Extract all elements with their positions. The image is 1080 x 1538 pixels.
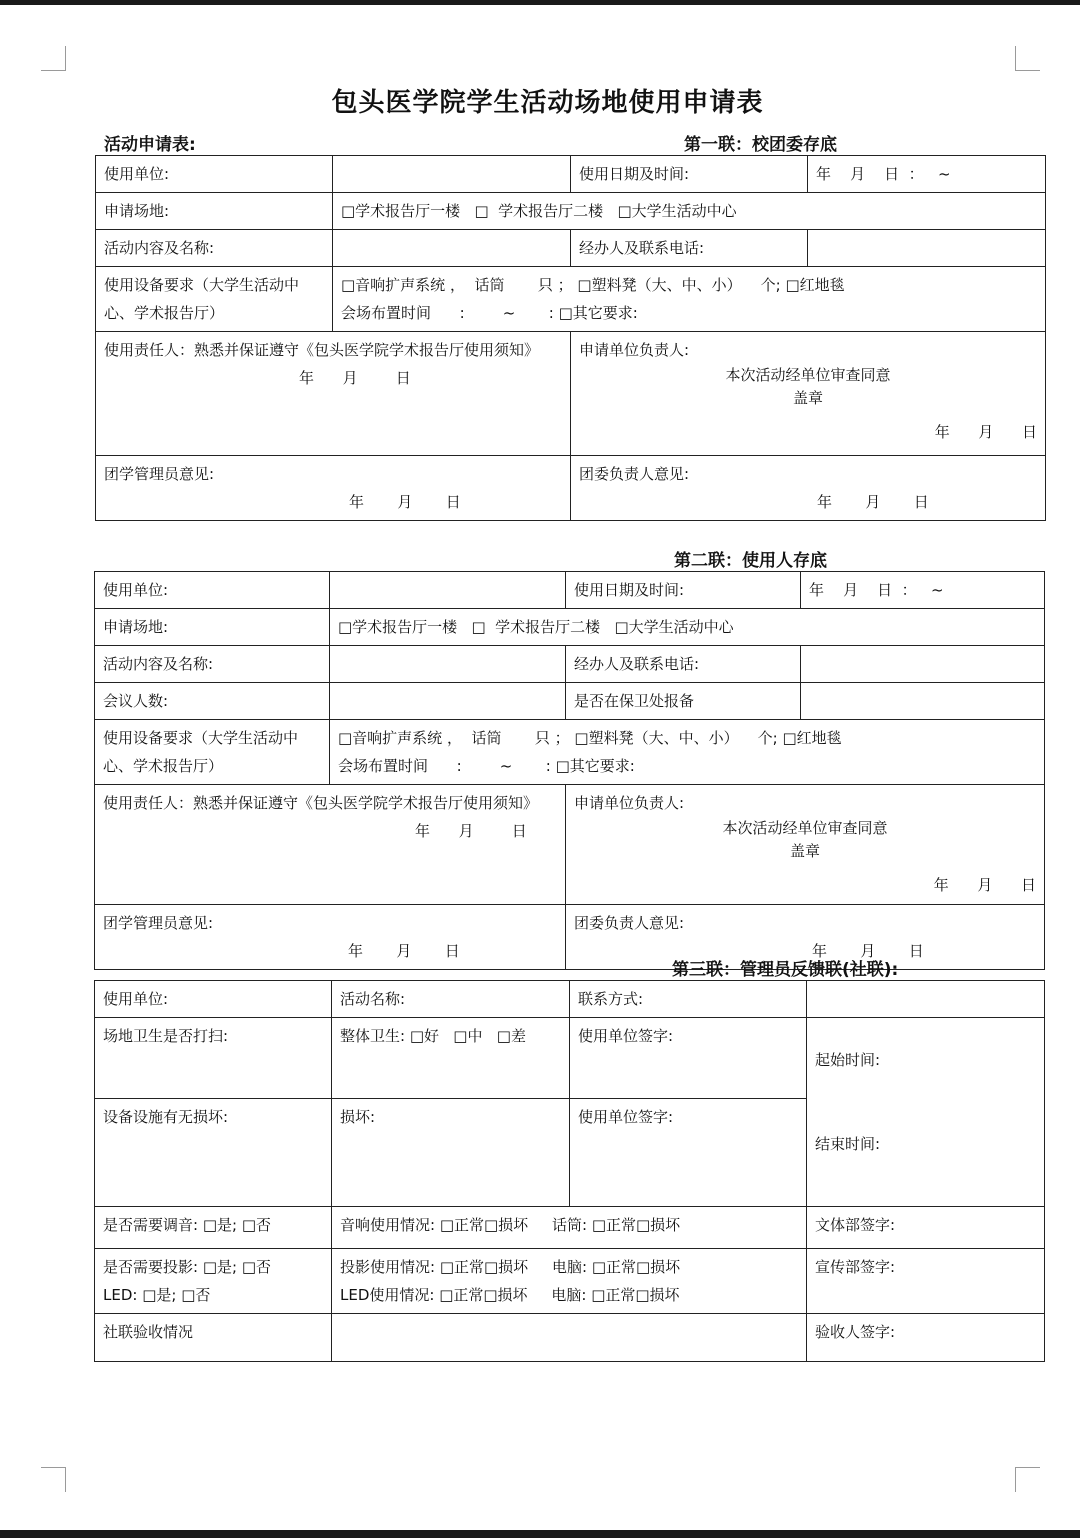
approve-note: 本次活动经单位审查同意 bbox=[722, 819, 888, 837]
security-field[interactable] bbox=[801, 683, 1045, 720]
unit-sign-label-1: 使用单位签字: bbox=[570, 1018, 807, 1099]
admin-opinion-date: 年 月 日 bbox=[348, 942, 460, 960]
venue-options[interactable]: □学术报告厅一楼 □ 学术报告厅二楼 □大学生活动中心 bbox=[330, 609, 1045, 646]
security-label: 是否在保卫处报备 bbox=[566, 683, 801, 720]
responsible-cell[interactable] bbox=[96, 332, 571, 456]
equipment-line-1: □音响扩声系统 ， 话筒 只 ； □塑料凳（大、中、小） 个; □红地毯 bbox=[341, 276, 845, 294]
equipment-options[interactable] bbox=[330, 720, 1045, 785]
end-time-label: 结束时间: bbox=[815, 1135, 881, 1153]
applicant-head-label: 申请单位负责人: bbox=[574, 794, 685, 812]
publicity-sign-label: 宣传部签字: bbox=[807, 1249, 1045, 1314]
responsible-date: 年 月 日 bbox=[415, 822, 527, 840]
copy2-label: 第二联：使用人存底 bbox=[674, 551, 827, 571]
approve-note: 本次活动经单位审查同意 bbox=[725, 366, 891, 384]
unit-label: 使用单位: bbox=[96, 156, 333, 193]
sports-sign-label: 文体部签字: bbox=[807, 1207, 1045, 1249]
admin-opinion-cell[interactable] bbox=[95, 905, 566, 970]
crop-mark-bottom-left bbox=[41, 1467, 66, 1492]
projection-usage-options: 投影使用情况: □正常□损坏 电脑: □正常□损坏 bbox=[340, 1258, 681, 1276]
venue-options[interactable]: □学术报告厅一楼 □ 学术报告厅二楼 □大学生活动中心 bbox=[333, 193, 1046, 230]
copy3-label: 第三联：管理员反馈联(社联): bbox=[672, 960, 899, 980]
content-field[interactable] bbox=[333, 230, 571, 267]
led-options: LED: □是; □否 bbox=[103, 1286, 211, 1304]
equipment-label: 使用设备要求（大学生活动中心、学术报告厅） bbox=[96, 267, 333, 332]
applicant-head-cell[interactable] bbox=[571, 332, 1046, 456]
admin-opinion-label: 团学管理员意见: bbox=[104, 465, 215, 483]
date-time-label: 使用日期及时间: bbox=[566, 572, 801, 609]
league-opinion-label: 团委负责人意见: bbox=[579, 465, 690, 483]
crop-mark-top-right bbox=[1015, 46, 1040, 71]
page-title: 包头医学院学生活动场地使用申请表 bbox=[331, 88, 764, 118]
venue-label: 申请场地: bbox=[96, 193, 333, 230]
applicant-head-label: 申请单位负责人: bbox=[579, 341, 690, 359]
hygiene-label: 场地卫生是否打扫: bbox=[95, 1018, 332, 1099]
stamp-text: 盖章 bbox=[792, 389, 823, 407]
c3-activity-name-label: 活动名称: bbox=[332, 981, 570, 1018]
equipment-line-1: □音响扩声系统 ， 话筒 只 ； □塑料凳（大、中、小） 个; □红地毯 bbox=[338, 729, 842, 747]
admin-opinion-cell[interactable] bbox=[96, 456, 571, 521]
attendees-field[interactable] bbox=[330, 683, 566, 720]
inspection-label: 社联验收情况 bbox=[95, 1314, 332, 1362]
contact-label: 经办人及联系电话: bbox=[566, 646, 801, 683]
league-opinion-cell[interactable] bbox=[571, 456, 1046, 521]
equipment-line-2: 会场布置时间 : ~ : □其它要求: bbox=[341, 304, 638, 322]
content-label: 活动内容及名称: bbox=[95, 646, 330, 683]
date-time-field[interactable]: 年 月 日 ： ~ bbox=[808, 156, 1046, 193]
contact-field[interactable] bbox=[801, 646, 1045, 683]
activity-form-label: 活动申请表: bbox=[104, 135, 196, 155]
admin-opinion-label: 团学管理员意见: bbox=[103, 914, 214, 932]
projection-usage-cell[interactable] bbox=[332, 1249, 807, 1314]
led-usage-options: LED使用情况: □正常□损坏 电脑: □正常□损坏 bbox=[340, 1286, 680, 1304]
unit-label: 使用单位: bbox=[95, 572, 330, 609]
time-cell[interactable] bbox=[807, 1018, 1045, 1207]
copy3-table bbox=[94, 980, 1045, 1362]
copy1-label: 第一联：校团委存底 bbox=[684, 135, 837, 155]
date-time-label: 使用日期及时间: bbox=[571, 156, 808, 193]
equipment-line-2: 会场布置时间 : ~ : □其它要求: bbox=[338, 757, 635, 775]
crop-mark-top-left bbox=[41, 46, 66, 71]
tuning-options[interactable]: 是否需要调音: □是; □否 bbox=[95, 1207, 332, 1249]
attendees-label: 会议人数: bbox=[95, 683, 330, 720]
copy1-table bbox=[95, 155, 1046, 521]
c3-contact-label: 联系方式: bbox=[570, 981, 807, 1018]
equipment-label: 使用设备要求（大学生活动中心、学术报告厅） bbox=[95, 720, 330, 785]
date-time-field[interactable]: 年 月 日 ： ~ bbox=[801, 572, 1045, 609]
unit-sign-label-2: 使用单位签字: bbox=[570, 1099, 807, 1207]
contact-field[interactable] bbox=[808, 230, 1046, 267]
projection-options: 是否需要投影: □是; □否 bbox=[103, 1258, 271, 1276]
inspector-sign-label: 验收人签字: bbox=[807, 1314, 1045, 1362]
responsible-text: 使用责任人：熟悉并保证遵守《包头医学院学术报告厅使用须知》 bbox=[104, 341, 540, 359]
applicant-date: 年 月 日 bbox=[934, 423, 1037, 441]
league-opinion-date: 年 月 日 bbox=[817, 493, 929, 511]
league-opinion-label: 团委负责人意见: bbox=[574, 914, 685, 932]
league-opinion-date: 年 月 日 bbox=[812, 942, 924, 960]
responsible-cell[interactable] bbox=[95, 785, 566, 905]
c3-contact-field[interactable] bbox=[807, 981, 1045, 1018]
inspection-field[interactable] bbox=[332, 1314, 807, 1362]
unit-field[interactable] bbox=[330, 572, 566, 609]
applicant-date: 年 月 日 bbox=[933, 876, 1036, 894]
stamp-text: 盖章 bbox=[789, 842, 820, 860]
projection-cell[interactable] bbox=[95, 1249, 332, 1314]
content-label: 活动内容及名称: bbox=[96, 230, 333, 267]
venue-label: 申请场地: bbox=[95, 609, 330, 646]
audio-usage-options[interactable]: 音响使用情况: □正常□损坏 话筒: □正常□损坏 bbox=[332, 1207, 807, 1249]
content-field[interactable] bbox=[330, 646, 566, 683]
applicant-head-cell[interactable] bbox=[566, 785, 1045, 905]
unit-field[interactable] bbox=[333, 156, 571, 193]
equipment-options[interactable] bbox=[333, 267, 1046, 332]
top-edge-bar bbox=[0, 0, 1080, 5]
responsible-date: 年 月 日 bbox=[299, 369, 411, 387]
admin-opinion-date: 年 月 日 bbox=[349, 493, 461, 511]
damage-question-label: 设备设施有无损坏: bbox=[95, 1099, 332, 1207]
damage-label: 损坏: bbox=[332, 1099, 570, 1207]
c3-unit-label: 使用单位: bbox=[95, 981, 332, 1018]
start-time-label: 起始时间: bbox=[815, 1051, 881, 1069]
crop-mark-bottom-right bbox=[1015, 1467, 1040, 1492]
bottom-edge-bar bbox=[0, 1530, 1080, 1538]
copy2-table bbox=[94, 571, 1045, 970]
responsible-text: 使用责任人：熟悉并保证遵守《包头医学院学术报告厅使用须知》 bbox=[103, 794, 539, 812]
contact-label: 经办人及联系电话: bbox=[571, 230, 808, 267]
overall-hygiene-options[interactable]: 整体卫生: □好 □中 □差 bbox=[332, 1018, 570, 1099]
